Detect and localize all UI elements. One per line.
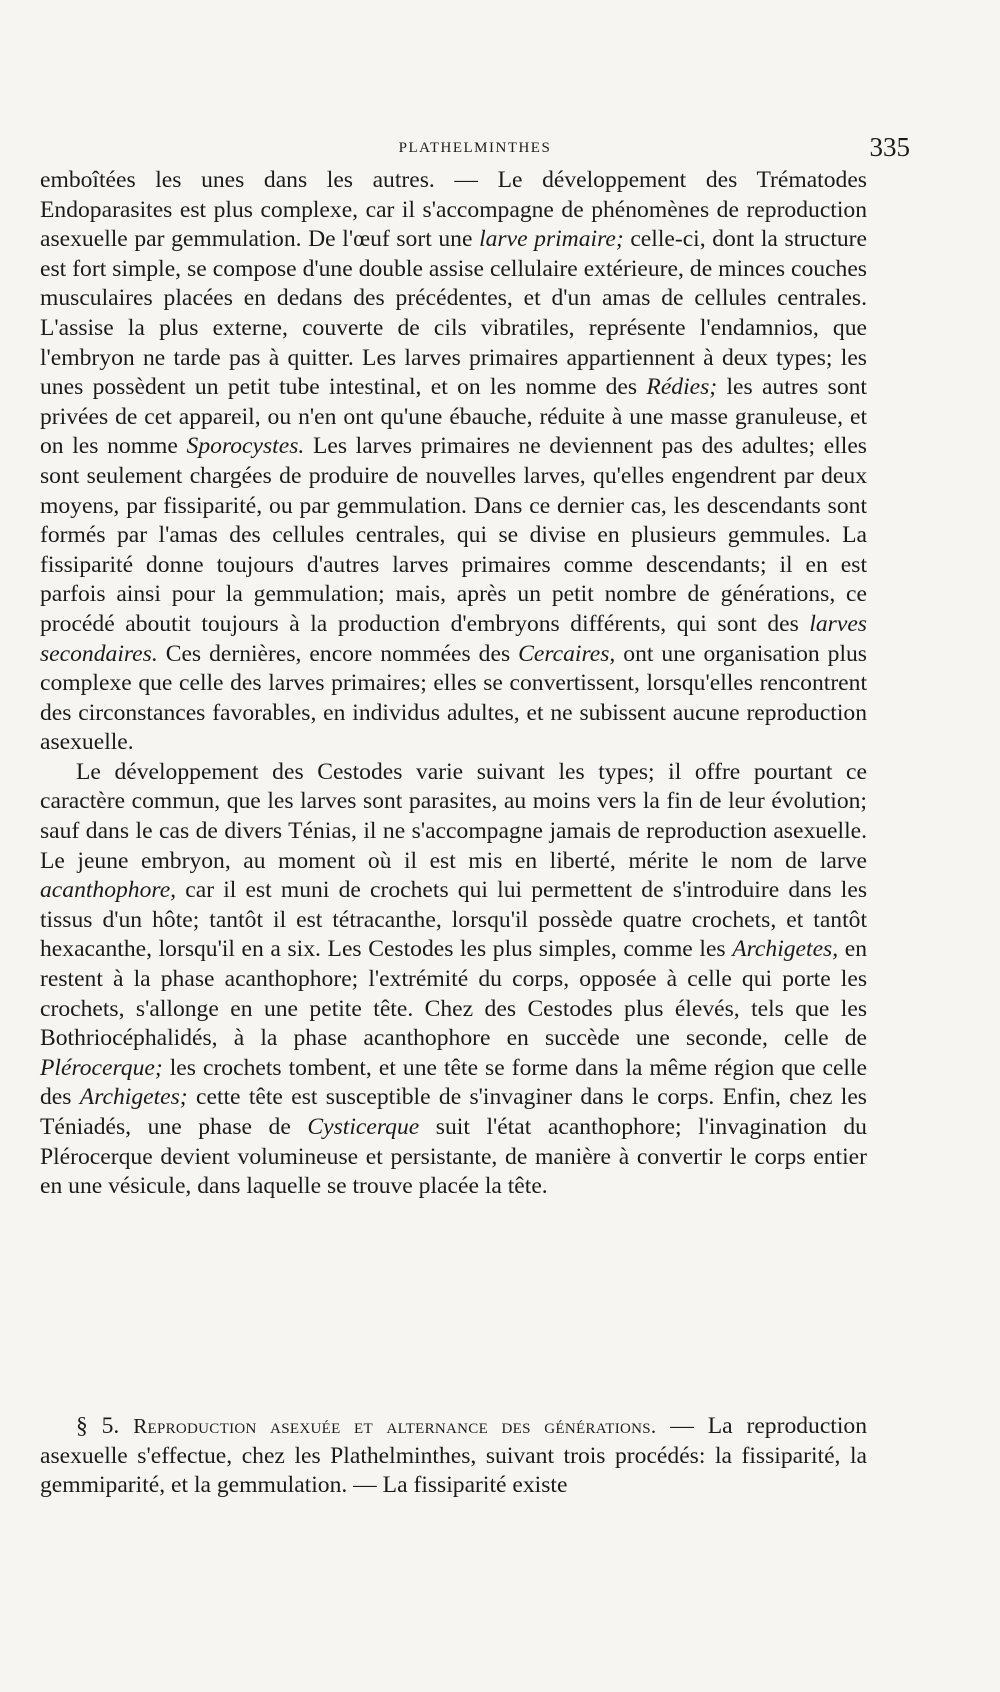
text-run: suit l'état acanthophore; l'invagination du Plérocerque devient volumineuse et persistante, de manière à convertir le corps entier en une vésicule, dans laquelle se trouve placée la tête. bbox=[40, 1114, 867, 1200]
section-5-paragraph bbox=[40, 1412, 867, 1501]
text-run: emboîtées les unes dans les autres. — Le développement des Trématodes Endoparasites est plus complexe, car il s'accompagne de phénomènes de reproduction asexuelle par gemmulation. De l'œuf sort une bbox=[40, 167, 867, 253]
italic-term: acanthophore, bbox=[40, 877, 177, 904]
paragraph-trematodes bbox=[40, 166, 867, 758]
paragraph-cestodes bbox=[40, 758, 867, 1202]
italic-term: Archigetes; bbox=[79, 1084, 188, 1111]
text-run: les crochets tombent, et une tête se forme dans la même région que celle des bbox=[40, 1054, 867, 1111]
section-heading: Reproduction asexuée et alternance des générations. bbox=[133, 1414, 657, 1438]
italic-term: Sporocystes. bbox=[186, 433, 305, 460]
italic-term: larve primaire; bbox=[479, 226, 624, 253]
text-run: car il est muni de crochets qui lui permettent de s'introduire dans les tissus d'un hôte; tantôt il est tétracanthe, lorsqu'il possède quatre crochets, et tantôt hexacanthe, lorsqu'il en a six. Les Cestodes les plus simples, comme les bbox=[40, 877, 867, 963]
body-text bbox=[40, 166, 867, 1202]
text-run: celle-ci, dont la structure est fort simple, se compose d'une double assise cellulaire extérieure, de minces couches musculaires placées en dedans des précédentes, et d'un amas de cellules centrales. L'assise la plus externe, couverte de cils vibratiles, représente l'endamnios, que l'embryon ne tarde pas à quitter. Les larves primaires appartiennent à deux types; les unes possèdent un petit tube intestinal, et on les nomme des bbox=[40, 226, 867, 401]
italic-term: Plérocerque; bbox=[40, 1054, 163, 1081]
running-head bbox=[40, 130, 910, 164]
section-text: — La reproduction asexuelle s'effectue, chez les Plathelminthes, suivant trois procédés: la fissiparité, la gemmiparité, et la gemmulation. — La fissiparité existe bbox=[40, 1413, 868, 1499]
text-run: cette tête est susceptible de s'invaginer dans le corps. Enfin, chez les Téniadés, une phase de bbox=[40, 1084, 867, 1140]
text-run: Le développement des Cestodes varie suivant les types; il offre pourtant ce caractère commun, que les larves sont parasites, au moins vers la fin de leur évolution; sauf dans le cas de divers Ténias, il ne s'accompagne jamais de reproduction asexuelle. Le jeune embryon, au moment où il est mis en liberté, mérite le nom de larve bbox=[40, 758, 867, 874]
text-run: Ces dernières, encore nommées des bbox=[157, 640, 519, 667]
text-run: Les larves primaires ne deviennent pas des adultes; elles sont seulement chargées de produire de nouvelles larves, qu'elles engendrent par deux moyens, par fissiparité, ou par gemmulation. Dans ce dernier cas, les descendants sont formés par l'amas des cellules centrales, qui se divise en plusieurs gemmules. La fissiparité donne toujours d'autres larves primaires comme descendants; il en est parfois ainsi pour la gemmulation; mais, après un petit nombre de générations, ce procédé aboutit toujours à la production d'embryons différents, qui sont des bbox=[40, 433, 867, 637]
italic-term: Archigetes, bbox=[732, 936, 839, 963]
page-number: 335 bbox=[869, 132, 910, 162]
text-run: les autres sont privées de cet appareil, ou n'en ont qu'une ébauche, réduite à une masse granuleuse, et on les nomme bbox=[40, 374, 867, 460]
section-number: § 5. bbox=[76, 1413, 120, 1439]
text-run: en restent à la phase acanthophore; l'extrémité du corps, opposée à celle qui porte les crochets, s'allonge en une petite tête. Chez des Cestodes plus élevés, tels que les Bothriocéphalidés, à la phase acanthophore en succède une seconde, celle de bbox=[40, 936, 867, 1052]
italic-term: larves secondaires. bbox=[40, 610, 867, 667]
running-title: PLATHELMINTHES bbox=[398, 140, 552, 156]
italic-term: Rédies; bbox=[646, 374, 718, 401]
italic-term: Cercaires, bbox=[518, 640, 616, 667]
italic-term: Cysticerque bbox=[307, 1114, 420, 1140]
text-run: ont une organisation plus complexe que celle des larves primaires; elles se convertissent, lorsqu'elles rencontrent des circonstances favorables, en individus adultes, et ne subissent aucune reproduction asexuelle. bbox=[40, 640, 867, 756]
